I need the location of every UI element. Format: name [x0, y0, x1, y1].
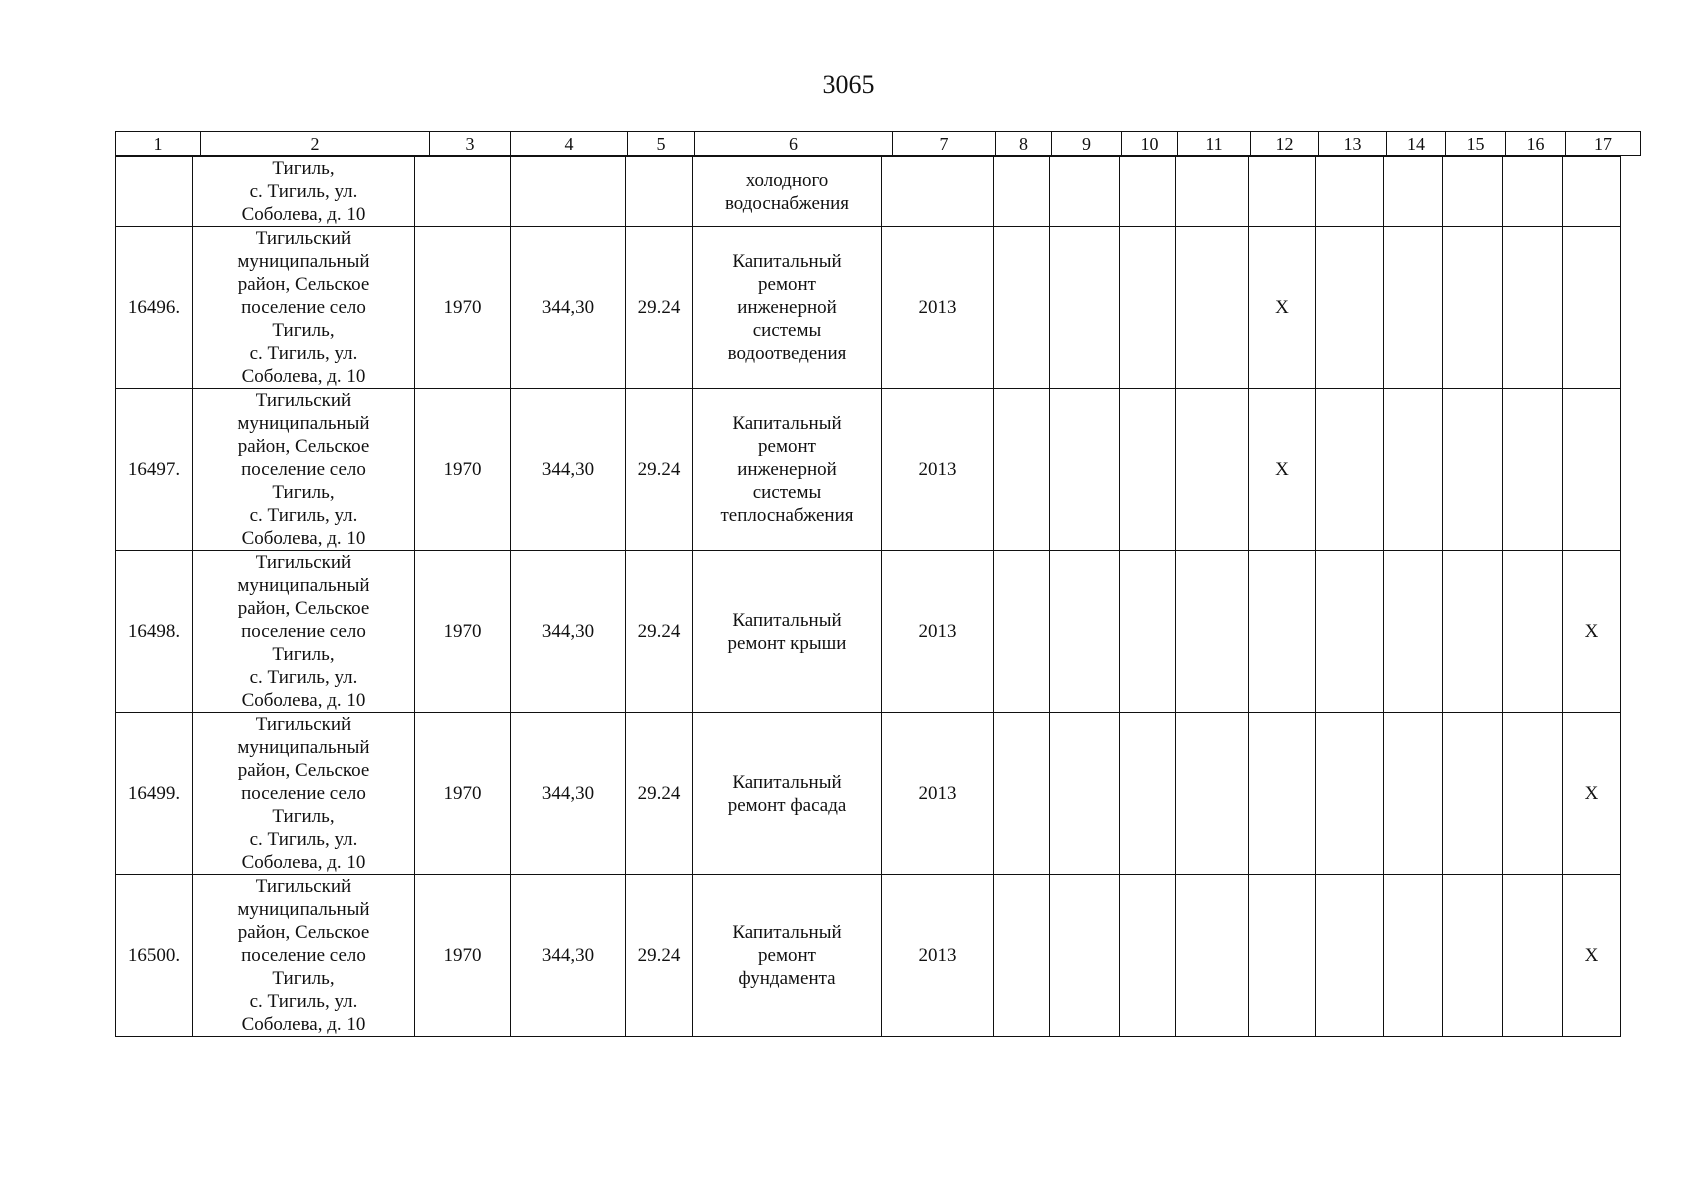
cell-text-line: Тигиль, [272, 968, 335, 989]
cell-text-line: Капитальный [732, 922, 842, 943]
cell-text-line: поселение село [241, 783, 366, 804]
cell-text-line: Соболева, д. 10 [241, 204, 366, 225]
empty-cell [1120, 157, 1176, 227]
empty-cell [415, 157, 511, 227]
cell-text-line: Соболева, д. 10 [241, 366, 366, 387]
cell-text-line: с. Тигиль, ул. [249, 829, 358, 850]
year-built-cell: 1970 [415, 551, 511, 713]
rate-cell: 29.24 [626, 875, 693, 1037]
area-cell: 344,30 [511, 551, 626, 713]
empty-cell [1316, 875, 1384, 1037]
empty-cell [1316, 227, 1384, 389]
cell-text-line: поселение село [241, 621, 366, 642]
cell-text-line: Тигиль, [272, 320, 335, 341]
empty-cell [1503, 157, 1563, 227]
year-built-cell: 1970 [415, 713, 511, 875]
column-header-4: 4 [511, 132, 628, 156]
cell-text-line: Тигиль, [272, 482, 335, 503]
address-cell [193, 157, 415, 227]
cell-text-line: Тигильский [255, 552, 352, 573]
mark-cell-17: X [1563, 551, 1621, 713]
mark-cell-17: X [1563, 713, 1621, 875]
cell-text-line: инженерной [737, 297, 837, 318]
empty-cell [1050, 389, 1120, 551]
empty-cell [1120, 389, 1176, 551]
empty-cell [1384, 551, 1443, 713]
empty-cell [1050, 227, 1120, 389]
column-header-16: 16 [1506, 132, 1566, 156]
register-table [115, 131, 1620, 1043]
cell-text-line: район, Сельское [237, 922, 370, 943]
column-header-5: 5 [628, 132, 695, 156]
table-row [116, 389, 1621, 551]
column-header-13: 13 [1319, 132, 1387, 156]
cell-text-line: ремонт фасада [727, 794, 847, 816]
empty-cell [1120, 713, 1176, 875]
empty-cell [1503, 227, 1563, 389]
mark-cell-12 [1249, 875, 1316, 1037]
empty-cell [1443, 551, 1503, 713]
row-number-cell: 16497. [116, 389, 193, 551]
rate-cell: 29.24 [626, 551, 693, 713]
empty-cell [1316, 713, 1384, 875]
column-header-3: 3 [430, 132, 511, 156]
column-header-12: 12 [1251, 132, 1319, 156]
mark-cell-17 [1563, 389, 1621, 551]
area-cell: 344,30 [511, 875, 626, 1037]
cell-text-line: муниципальный [237, 575, 370, 596]
work-type-cell [693, 875, 882, 1037]
address-cell [193, 551, 415, 713]
table-row [116, 551, 1621, 713]
year-cell: 2013 [882, 389, 994, 551]
empty-cell [1503, 713, 1563, 875]
cell-text-line: с. Тигиль, ул. [249, 343, 358, 364]
cell-text-line: район, Сельское [237, 760, 370, 781]
cell-text-line: водоотведения [727, 343, 847, 364]
cell-text-line: Тигильский [255, 876, 352, 897]
year-cell: 2013 [882, 551, 994, 713]
cell-text-line: муниципальный [237, 251, 370, 272]
empty-cell [511, 157, 626, 227]
cell-text-line: с. Тигиль, ул. [249, 991, 358, 1012]
empty-cell [1443, 713, 1503, 875]
column-header-14: 14 [1387, 132, 1446, 156]
cell-text-line: Капитальный [732, 771, 842, 793]
cell-text-line: ремонт [758, 945, 816, 966]
empty-cell [626, 157, 693, 227]
cell-text-line: Тигильский [255, 228, 352, 249]
column-header-6: 6 [695, 132, 893, 156]
year-built-cell: 1970 [415, 875, 511, 1037]
cell-text-line: Тигиль, [272, 158, 335, 179]
empty-cell [1316, 551, 1384, 713]
mark-cell-17 [1563, 227, 1621, 389]
cell-text-line: Соболева, д. 10 [241, 852, 366, 873]
cell-text-line: с. Тигиль, ул. [249, 505, 358, 526]
cell-text-line: теплоснабжения [720, 505, 854, 526]
cell-text-line: район, Сельское [237, 436, 370, 457]
empty-cell [994, 157, 1050, 227]
year-built-cell: 1970 [415, 389, 511, 551]
column-header-15: 15 [1446, 132, 1506, 156]
empty-cell [1120, 551, 1176, 713]
area-cell: 344,30 [511, 713, 626, 875]
empty-cell [994, 875, 1050, 1037]
cell-text-line: системы [752, 482, 822, 503]
column-header-2: 2 [201, 132, 430, 156]
year-cell: 2013 [882, 875, 994, 1037]
empty-cell [1120, 875, 1176, 1037]
cell-text-line: поселение село [241, 297, 366, 318]
row-number-cell: 16498. [116, 551, 193, 713]
address-cell [193, 227, 415, 389]
column-header-10: 10 [1122, 132, 1178, 156]
empty-cell [1050, 713, 1120, 875]
year-cell: 2013 [882, 227, 994, 389]
area-cell: 344,30 [511, 389, 626, 551]
empty-cell [1443, 389, 1503, 551]
cell-text-line: поселение село [241, 459, 366, 480]
row-number-cell: 16496. [116, 227, 193, 389]
cell-text-line: муниципальный [237, 899, 370, 920]
address-cell [193, 713, 415, 875]
empty-cell [1384, 713, 1443, 875]
mark-cell-17: X [1563, 875, 1621, 1037]
empty-cell [1443, 157, 1503, 227]
empty-cell [994, 389, 1050, 551]
work-type-cell [693, 551, 882, 713]
empty-cell [1316, 389, 1384, 551]
mark-cell-12 [1249, 713, 1316, 875]
column-header-9: 9 [1052, 132, 1122, 156]
page-number: 3065 [822, 70, 875, 99]
empty-cell [994, 713, 1050, 875]
cell-text-line: фундамента [738, 968, 836, 989]
cell-text-line: поселение село [241, 945, 366, 966]
rate-cell: 29.24 [626, 227, 693, 389]
cell-text-line: муниципальный [237, 413, 370, 434]
empty-cell [1050, 157, 1120, 227]
cell-text-line: с. Тигиль, ул. [249, 181, 358, 202]
empty-cell [1249, 157, 1316, 227]
cell-text-line: системы [752, 320, 822, 341]
empty-cell [1176, 551, 1249, 713]
mark-cell-12 [1249, 551, 1316, 713]
cell-text-line: Тигильский [255, 714, 352, 735]
cell-text-line: Капитальный [732, 413, 842, 434]
empty-cell [1176, 713, 1249, 875]
cell-text-line: район, Сельское [237, 274, 370, 295]
empty-cell [1503, 551, 1563, 713]
rate-cell: 29.24 [626, 713, 693, 875]
empty-cell [882, 157, 994, 227]
cell-text-line: Капитальный [732, 609, 842, 631]
cell-text-line: Тигиль, [272, 806, 335, 827]
empty-cell [1443, 227, 1503, 389]
empty-cell [1384, 157, 1443, 227]
empty-cell [116, 157, 193, 227]
cell-text-line: ремонт крыши [727, 632, 847, 654]
year-built-cell: 1970 [415, 227, 511, 389]
empty-cell [1176, 875, 1249, 1037]
cell-text-line: холодного [745, 169, 829, 191]
mark-cell-12: X [1249, 227, 1316, 389]
table-row [116, 227, 1621, 389]
cell-text-line: Соболева, д. 10 [241, 690, 366, 711]
empty-cell [994, 227, 1050, 389]
empty-cell [1050, 875, 1120, 1037]
table-row [116, 713, 1621, 875]
table-body [115, 156, 1621, 1037]
column-number-header [115, 131, 1641, 156]
empty-cell [1176, 157, 1249, 227]
cell-text-line: Соболева, д. 10 [241, 1014, 366, 1035]
empty-cell [1176, 389, 1249, 551]
year-cell: 2013 [882, 713, 994, 875]
column-header-11: 11 [1178, 132, 1251, 156]
empty-cell [1384, 389, 1443, 551]
cell-text-line: ремонт [758, 436, 816, 457]
cell-text-line: инженерной [737, 459, 837, 480]
cell-text-line: Соболева, д. 10 [241, 528, 366, 549]
cell-text-line: Тигильский [255, 390, 352, 411]
table-row [116, 875, 1621, 1037]
column-header-7: 7 [893, 132, 996, 156]
cell-text-line: водоснабжения [724, 192, 850, 214]
mark-cell-12: X [1249, 389, 1316, 551]
empty-cell [1120, 227, 1176, 389]
column-header-1: 1 [116, 132, 201, 156]
empty-cell [1503, 875, 1563, 1037]
area-cell: 344,30 [511, 227, 626, 389]
empty-cell [1050, 551, 1120, 713]
row-number-cell: 16500. [116, 875, 193, 1037]
empty-cell [1176, 227, 1249, 389]
empty-cell [1316, 157, 1384, 227]
cell-text-line: ремонт [758, 274, 816, 295]
empty-cell [1384, 875, 1443, 1037]
cell-text-line: район, Сельское [237, 598, 370, 619]
work-type-cell [693, 389, 882, 551]
row-number-cell: 16499. [116, 713, 193, 875]
empty-cell [1384, 227, 1443, 389]
empty-cell [1563, 157, 1621, 227]
cell-text-line: Тигиль, [272, 644, 335, 665]
rate-cell: 29.24 [626, 389, 693, 551]
cell-text-line: с. Тигиль, ул. [249, 667, 358, 688]
work-type-cell [693, 227, 882, 389]
address-cell [193, 875, 415, 1037]
work-type-cell [693, 157, 882, 227]
empty-cell [1503, 389, 1563, 551]
column-header-17: 17 [1566, 132, 1641, 156]
empty-cell [1443, 875, 1503, 1037]
column-header-8: 8 [996, 132, 1052, 156]
cell-text-line: муниципальный [237, 737, 370, 758]
table-row-continued [116, 157, 1621, 227]
work-type-cell [693, 713, 882, 875]
cell-text-line: Капитальный [732, 251, 842, 272]
address-cell [193, 389, 415, 551]
empty-cell [994, 551, 1050, 713]
